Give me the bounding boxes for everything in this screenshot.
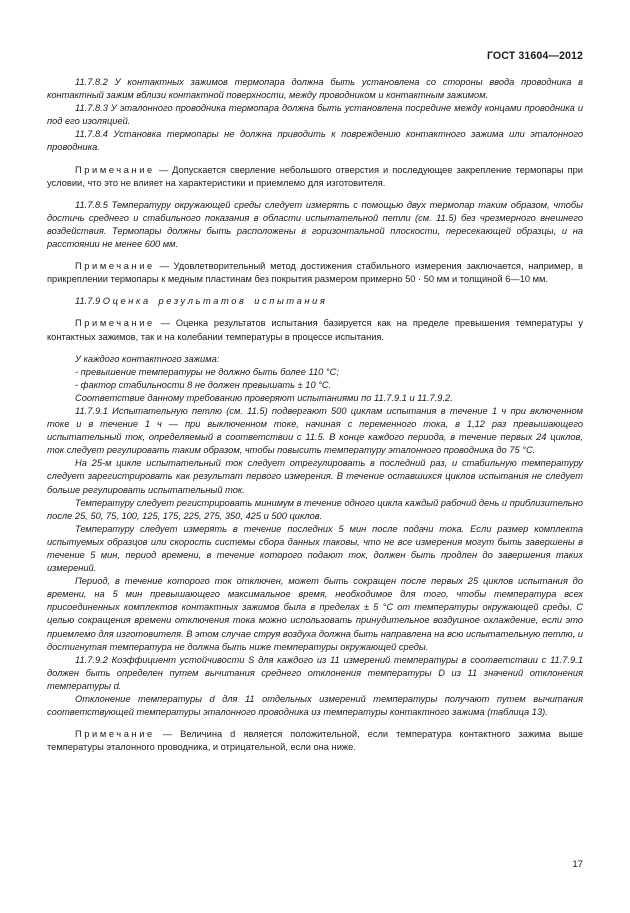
note-drilling <box>47 164 583 190</box>
section-number: 11.7.9 <box>75 296 103 307</box>
note-deviation-sign <box>47 728 583 754</box>
note-label: Примечание <box>75 261 155 272</box>
note-label: Примечание <box>75 164 155 175</box>
requirement-item: - фактор стабильности 8 не должен превышать ± 10 °С. <box>75 379 332 390</box>
paragraph-recording: Температуру следует регистрировать минимум в течение одного цикла каждый рабочий день и приблизительно после 25, 50, 75, 100, 125, 175, 225, 275, 350, 425 и 500 циклов. <box>47 497 583 521</box>
requirement-intro: У каждого контактного зажима: <box>75 353 220 364</box>
note-thermocouple-plates <box>47 260 583 286</box>
note-evaluation-basis <box>47 317 583 343</box>
paragraph-measurement: Температуру следует измерять в течение последних 5 мин после подачи тока. Если размер комплекта испытуемых образцов или скорость системы сбора данных таковы, что не все измерения могут быть завершены в течение 5 мин, период времени, в течение которого подают ток, должен быть продлен до завершения таких измерений. <box>47 523 583 574</box>
page-number: 17 <box>572 859 583 870</box>
clause-11-7-8-5: 11.7.8.5 Температуру окружающей среды следует измерять с помощью двух термопар таким образом, чтобы достичь среднего и стабильного показания в области испытательной петли (см. 11.5) без чрезмерного внешнего воздействия. Термопары должны быть расположены в горизонтальной плоскости, пересекающей образцы, и на расстоянии не менее 600 мм. <box>47 199 583 250</box>
section-title-word: Оценка <box>102 296 151 307</box>
requirement-item: - превышение температуры не должно быть более 110 °С; <box>75 366 339 377</box>
clause-11-7-8-3: 11.7.8.3 У эталонного проводника термопара должна быть установлена посредине между концами проводника и под его изоляцией. <box>47 103 583 127</box>
paragraph-cycle-25: На 25-м цикле испытательный ток следует отрегулировать в последний раз, и стабильную температуру следует зарегистрировать как результат первого измерения. В течение оставшихся циклов испытания не следует больше регулировать испытательный ток. <box>47 458 583 495</box>
note-text: — Допускается сверление небольшого отверстия и последующее закрепление термопары при условии, что это не влияет на характеристики и приемлемо для изготовителя. <box>47 164 583 188</box>
page-body <box>47 76 583 754</box>
clause-11-7-8-4: 11.7.8.4 Установка термопары не должна приводить к повреждению контактного зажима или эталонного проводника. <box>47 129 583 153</box>
note-text: — Величина d является положительной, если температура контактного зажима выше температуры эталонного проводника, и отрицательной, если она ниже. <box>47 729 583 753</box>
note-text: — Оценка результатов испытания базируется как на пределе превышения температуры у контактных зажимов, так и на колебании температуры в процессе испытания. <box>47 318 583 342</box>
note-label: Примечание <box>75 729 155 740</box>
note-text: — Удовлетворительный метод достижения стабильного измерения заключается, например, в прикреплении термопары к медным пластинам без покрытия размером примерно 50 · 50 мм и толщиной 6—10 мм. <box>47 261 583 285</box>
section-title-word: результатов <box>158 296 247 307</box>
section-title-word: испытания <box>254 296 328 307</box>
clause-11-7-8-2: 11.7.8.2 У контактных зажимов термопара должна быть установлена со стороны ввода проводника в контактный зажим вблизи контактной поверхности, между проводником и контактным зажимом. <box>47 77 583 101</box>
clause-11-7-9-1: 11.7.9.1 Испытательную петлю (см. 11.5) подвергают 500 циклам испытания в течение 1 ч при включенном токе и в течение 1 ч — при выключенном токе, начиная с переменного тока, в 1,12 раз превышающего испытательный ток, определяемый в соответствии с 11.5. В конце каждого периода, в течение первых 24 циклов, ток следует регулировать таким образом, чтобы повысить температуру эталонного проводника до 75 °С. <box>47 405 583 456</box>
clause-11-7-9-2: 11.7.9.2 Коэффициент устойчивости S для каждого из 11 измерений температуры в соответствии с 11.7.9.1 должен быть определен путем вычитания среднего отклонения температуры D из 11 значений отклонения температуры d. <box>47 654 583 691</box>
paragraph-off-period: Период, в течение которого ток отключен, может быть сокращен после первых 25 циклов испытания до времени, на 5 мин превышающего максимальное время, необходимое для того, чтобы температура всех присоединенных комплектов контактных зажимов была в пределах ± 5 °С от температуры окружающей среды. С целью сокращения времени отключения тока можно использовать принудительное воздушное охлаждение, если это приемлемо для изготовителя. В этом случае струя воздуха должна быть направлена на всю испытательную петлю, и достигнутая температура не должна быть ниже температуры окружающей среды. <box>47 576 583 652</box>
paragraph-deviation: Отклонение температуры d для 11 отдельных измерений температуры получают путем вычитания соответствующей температуры эталонного проводника из температуры контактного зажима (таблица 13). <box>47 694 583 718</box>
section-heading-11-7-9 <box>47 295 583 308</box>
compliance-statement: Соответствие данному требованию проверяют испытаниями по 11.7.9.1 и 11.7.9.2. <box>75 392 453 403</box>
note-label: Примечание <box>75 318 155 329</box>
standard-header: ГОСТ 31604—2012 <box>486 50 583 62</box>
